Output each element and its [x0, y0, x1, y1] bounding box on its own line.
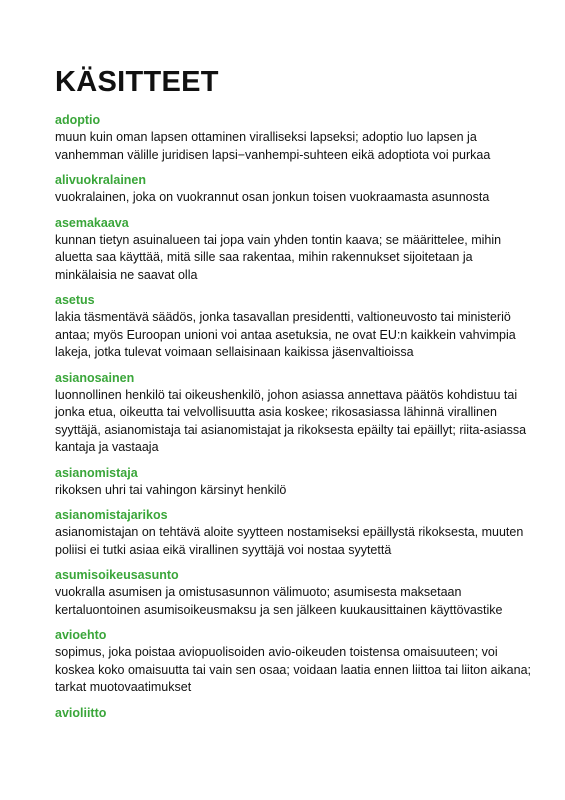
glossary-definition: sopimus, joka poistaa aviopuolisoiden avio-oikeuden toistensa omaisuuteen; voi koskea koko omaisuutta tai vain sen osaa; voidaan laatia ennen liittoa tai liiton aikana; tarkat muotovaatimukset	[55, 645, 531, 694]
page-title: KÄSITTEET	[55, 66, 219, 98]
glossary-entry-asianomistajarikos	[55, 506, 535, 559]
glossary-term: alivuokralainen	[55, 173, 147, 187]
glossary-definition: vuokralla asumisen ja omistusasunnon välimuoto; asumisesta maksetaan kertaluontoinen asumisoikeusmaksu ja sen jälkeen kuukausittainen käyttövastike	[55, 585, 503, 617]
glossary-term: asetus	[55, 293, 95, 307]
glossary-term: adoptio	[55, 113, 101, 127]
glossary-definition: asianomistajan on tehtävä aloite syytteen nostamiseksi epäillystä rikoksesta, muuten poliisi ei tutki asiaa eikä virallinen syyttäjä voi nostaa syytettä	[55, 525, 524, 557]
glossary-term: asianomistajarikos	[55, 508, 168, 522]
glossary-definition: rikoksen uhri tai vahingon kärsinyt henkilö	[55, 482, 287, 497]
glossary-entry-asumisoikeusasunto	[55, 566, 535, 619]
glossary-entry-avioliitto	[55, 704, 535, 722]
glossary-entry-alivuokralainen	[55, 171, 535, 207]
glossary-term: asianosainen	[55, 370, 135, 385]
glossary-entry-asetus	[55, 291, 535, 362]
glossary-definition: kunnan tietyn asuinalueen tai jopa vain yhden tontin kaava; se määrittelee, mihin aluetta saa käyttää, mitä sille saa rakentaa, mihin rakennukset sijoitetaan ja minkälaisia ne saavat olla	[55, 232, 502, 282]
glossary-definition: luonnollinen henkilö tai oikeushenkilö, johon asiassa annettava päätös kohdistuu tai jonka etua, oikeutta tai velvollisuutta asia koskee; rikosasiassa lähinnä virallinen syyttäjä, asianomistaja tai asianomistajat ja rikoksesta epäilty tai epäillyt; riita-asiassa kantaja ja vastaaja	[55, 387, 527, 454]
glossary-term: avioliitto	[55, 705, 107, 720]
glossary-term: asemakaava	[55, 215, 129, 230]
glossary-entry-adoptio	[55, 111, 535, 164]
glossary-definition: muun kuin oman lapsen ottaminen viralliseksi lapseksi; adoptio luo lapsen ja vanhemman välille juridisen lapsi−vanhempi-suhteen eikä adoptiota voi purkaa	[55, 130, 491, 162]
glossary-term: avioehto	[55, 628, 107, 642]
glossary-term: asianomistaja	[55, 465, 138, 480]
glossary-entry-asemakaava	[55, 214, 535, 285]
glossary-entry-asianomistaja	[55, 464, 535, 500]
glossary-definition: lakia täsmentävä säädös, jonka tasavallan presidentti, valtioneuvosto tai ministeriö antaa; myös Euroopan unioni voi antaa asetuksia, ne ovat EU:n kaikkein vahvimpia lakeja, jotka tulevat voimaan sellaisinaan kaikissa jäsenvaltioissa	[55, 310, 516, 359]
glossary-entry-avioehto	[55, 626, 535, 697]
glossary-definition: vuokralainen, joka on vuokrannut osan jonkun toisen vuokraamasta asunnosta	[55, 190, 490, 204]
glossary-term: asumisoikeusasunto	[55, 568, 179, 582]
glossary-entry-asianosainen	[55, 369, 535, 457]
